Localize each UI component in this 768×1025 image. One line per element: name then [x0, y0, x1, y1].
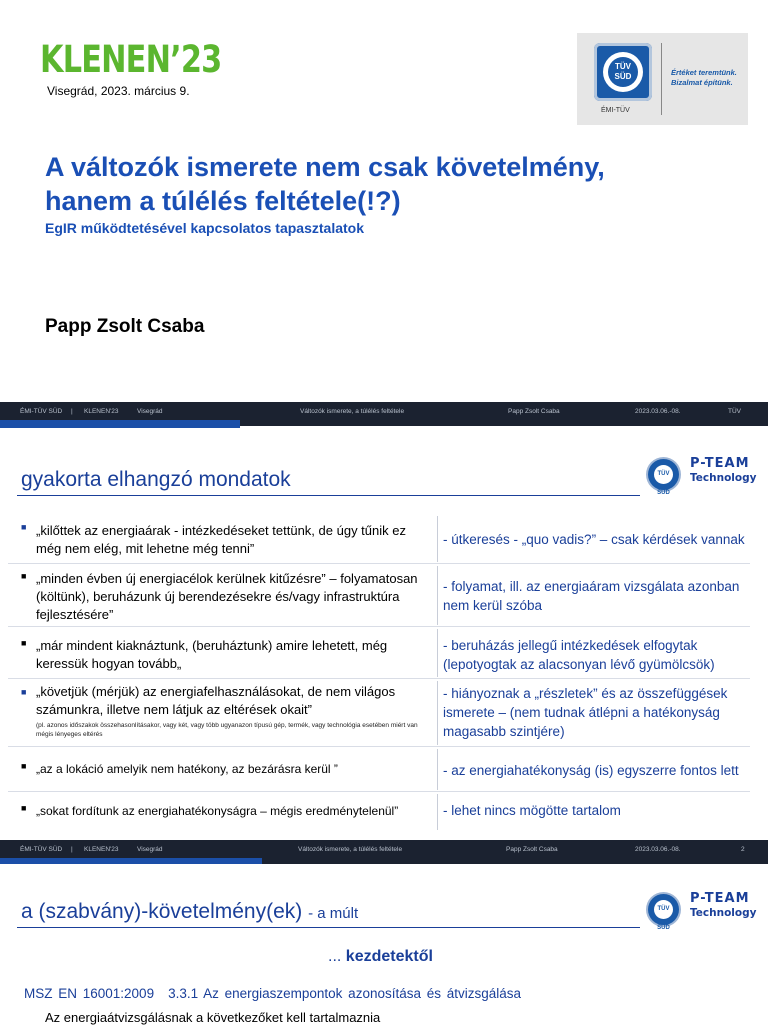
- pteam-logo: TÜV SÜD P-TEAM Technology: [648, 894, 763, 928]
- footer-title: Változók ismerete, a túlélés feltétele: [300, 408, 405, 415]
- table-row: [0, 747, 750, 792]
- sentence-note: (pl. azonos időszakok összehasonlításakor, vagy két, vagy több ugyanazon típusú gép, termék, vagy technológia esetében miért van mégis lényeges eltérés: [36, 722, 418, 738]
- footer-event: KLENEN'23: [84, 846, 119, 853]
- comment-text: - folyamat, ill. az energiaáram vizsgálata azonban nem kerül szóba: [443, 579, 740, 613]
- tuv-logo: [577, 33, 748, 125]
- comment-text: - hiányoznak a „részletek” és az összefüggések ismerete – (nem tudnak átlépni a hatékonyság magasabb szintjére): [443, 686, 728, 739]
- tuv-caption: ÉMI-TÜV: [601, 107, 630, 114]
- bullet-icon: ■: [21, 803, 27, 813]
- sentence-text: „minden évben új energiacélok kerülnek kitűzésre” – folyamatosan (költünk), beruházunk új berendezésekre és/vagy infrastruktúra fejlesztésére”: [36, 571, 418, 622]
- slide-heading: a (szabvány)-követelmény(ek) - a múlt: [21, 900, 359, 923]
- standard-reference: MSZ EN 16001:2009 3.3.1 Az energiaszempontok azonosítása és átvizsgálása: [24, 986, 522, 1001]
- comment-text: - az energiahatékonyság (is) egyszerre fontos lett: [443, 763, 739, 778]
- bullet-icon: ■: [21, 571, 27, 581]
- tuv-seal-icon: TÜV SÜD: [648, 894, 679, 925]
- bullet-icon: ■: [21, 638, 27, 648]
- heading-underline: [17, 495, 640, 496]
- sentence-text: „kilőttek az energiaárak - intézkedéseket tettünk, de úgy tűnik ez még nem elég, mit lehetne még tenni”: [36, 523, 406, 556]
- slide-heading: gyakorta elhangzó mondatok: [21, 468, 291, 491]
- table-row: [0, 627, 750, 679]
- sentences-slide: [0, 428, 768, 838]
- footer-separator: |: [71, 846, 73, 853]
- footer-title: Változók ismerete, a túlélés feltétele: [298, 846, 403, 853]
- tuv-divider: [661, 43, 662, 115]
- footer-org: ÉMI-TÜV SÜD: [20, 846, 63, 853]
- presentation-title: A változók ismerete nem csak követelmény, hanem a túlélés feltétele(!?): [45, 152, 605, 216]
- slide-footer: [0, 402, 768, 426]
- footer-author: Papp Zsolt Csaba: [506, 846, 558, 853]
- heading-underline: [17, 927, 640, 928]
- bullet-icon: ■: [21, 522, 27, 532]
- tuv-tagline: Értéket teremtünk. Bizalmat építünk.: [671, 68, 737, 87]
- table-row: [0, 564, 750, 627]
- footer-author: Papp Zsolt Csaba: [508, 408, 560, 415]
- footer-date: 2023.03.06.-08.: [635, 846, 681, 853]
- footer-org: ÉMI-TÜV SÜD: [20, 408, 63, 415]
- body-text: Az energiaátvizsgálásnak a következőket kell tartalmaznia: [45, 1010, 381, 1025]
- klenen-logo: KLENEN’23: [40, 38, 222, 81]
- table-row: [0, 514, 750, 564]
- footer-brand: TÜV: [728, 408, 741, 415]
- slide-footer: [0, 840, 768, 864]
- section-title: ... kezdetektől: [328, 948, 433, 965]
- standards-slide: [0, 864, 768, 1024]
- bullet-icon: ■: [21, 687, 27, 697]
- comment-text: - beruházás jellegű intézkedések elfogytak (lepotyogtak az alacsonyan lévő gyümölcsök): [443, 638, 715, 672]
- author-name: Papp Zsolt Csaba: [45, 316, 205, 337]
- sentence-text: „követjük (mérjük) az energiafelhasználásokat, de nem világos számunkra, illetve nem látjuk az eltérések okait”: [36, 684, 396, 717]
- table-row: [0, 792, 750, 832]
- footer-date: 2023.03.06.-08.: [635, 408, 681, 415]
- footer-page-number: 2: [741, 846, 745, 853]
- footer-separator: |: [71, 408, 73, 415]
- sentence-text: „az a lokáció amelyik nem hatékony, az bezárásra kerül ”: [36, 762, 338, 776]
- place-date: Visegrád, 2023. március 9.: [47, 84, 190, 98]
- heading-subtitle: - a múlt: [308, 905, 359, 922]
- sentence-text: „már mindent kiaknáztunk, (beruháztunk) amire lehetett, még keressük hogyan tovább„: [36, 638, 388, 671]
- table-row: [0, 679, 750, 747]
- presentation-subtitle: EgIR működtetésével kapcsolatos tapasztalatok: [45, 220, 364, 236]
- tuv-seal-icon: TÜV SÜD: [594, 43, 652, 101]
- title-slide: [0, 0, 768, 402]
- tuv-seal-icon: TÜV SÜD: [648, 459, 679, 490]
- footer-event: KLENEN'23: [84, 408, 119, 415]
- comment-text: - útkeresés - „quo vadis?” – csak kérdések vannak: [443, 532, 745, 547]
- footer-place: Visegrád: [137, 846, 163, 853]
- footer-place: Visegrád: [137, 408, 163, 415]
- sentence-text: „sokat fordítunk az energiahatékonyságra – mégis eredménytelenül”: [36, 804, 399, 818]
- bullet-icon: ■: [21, 761, 27, 771]
- pteam-logo: TÜV SÜD P-TEAM Technology: [648, 459, 763, 493]
- comment-text: - lehet nincs mögötte tartalom: [443, 803, 621, 818]
